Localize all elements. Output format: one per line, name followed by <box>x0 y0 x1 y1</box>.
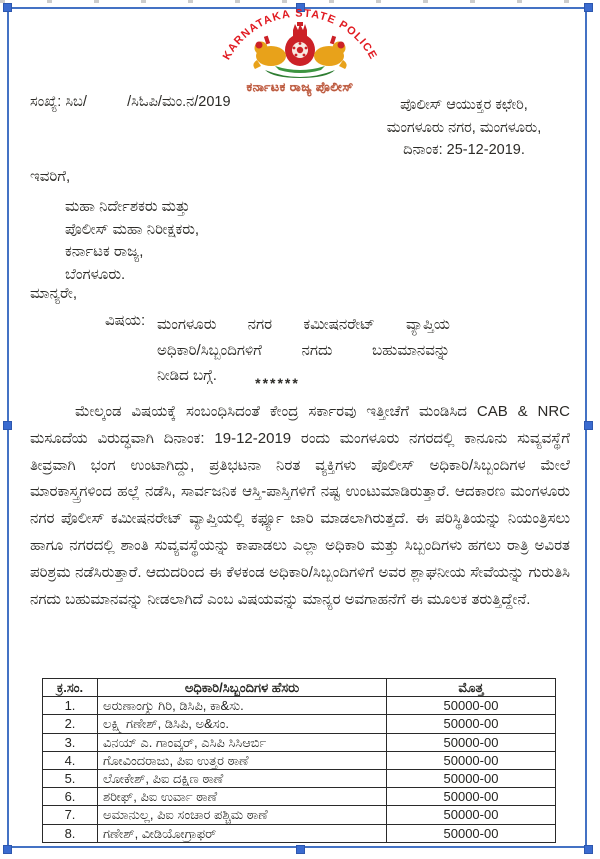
gandaberunda-crest-icon <box>253 22 346 78</box>
serial-cell: 6. <box>43 788 98 806</box>
table-row <box>43 715 556 733</box>
table-header-row <box>43 679 556 697</box>
name-cell: ಗಣೇಶ್, ವೀಡಿಯೋಗ್ರಾಫರ್ <box>98 824 387 842</box>
table-row <box>43 806 556 824</box>
name-cell: ವಿನಯ್ ಎ. ಗಾಂವ್ಕರ್, ಎಸಿಪಿ ಸಿಸಿಆರ್ಬಿ <box>98 733 387 751</box>
serial-cell: 2. <box>43 715 98 733</box>
resize-handle-middle-left[interactable] <box>3 421 12 430</box>
resize-handle-bottom-center[interactable] <box>296 845 305 854</box>
name-cell: ಅಮಾನುಲ್ಲ, ಪಿಐ ಸಂಚಾರ ಪಶ್ಚಿಮ ಠಾಣೆ <box>98 806 387 824</box>
serial-cell: 3. <box>43 733 98 751</box>
amount-cell: 50000-00 <box>387 715 556 733</box>
col-header-serial: ಕ್ರ.ಸಂ. <box>43 679 98 697</box>
recipient-block <box>65 196 199 286</box>
awards-table <box>42 678 556 843</box>
resize-handle-bottom-right[interactable] <box>584 845 593 854</box>
col-header-name: ಅಧಿಕಾರಿ/ಸಿಬ್ಬಂದಿಗಳ ಹೆಸರು <box>98 679 387 697</box>
resize-handle-top-right[interactable] <box>584 3 593 12</box>
office-address-block <box>352 94 576 162</box>
recipient-line: ಮಹಾ ನಿರ್ದೇಶಕರು ಮತ್ತು <box>65 198 190 215</box>
table-row <box>43 751 556 769</box>
amount-cell: 50000-00 <box>387 697 556 715</box>
amount-cell: 50000-00 <box>387 788 556 806</box>
emblem-caption: ಕರ್ನಾಟಕ ರಾಜ್ಯ ಪೊಲೀಸ್ <box>246 80 354 94</box>
arc-title: KARNATAKA STATE POLICE <box>220 8 380 63</box>
name-cell: ಗೋವಿಂದರಾಜು, ಪಿಐ ಉತ್ತರ ಠಾಣೆ <box>98 751 387 769</box>
resize-handle-middle-right[interactable] <box>584 421 593 430</box>
amount-cell: 50000-00 <box>387 806 556 824</box>
recipient-line: ಕರ್ನಾಟಕ ರಾಜ್ಯ, <box>65 243 144 260</box>
subject-line: ಮಂಗಳೂರು ನಗರ ಕಮೀಷನರೇಟ್ ವ್ಯಾಪ್ತಿಯ <box>157 316 450 333</box>
amount-cell: 50000-00 <box>387 733 556 751</box>
amount-cell: 50000-00 <box>387 769 556 787</box>
amount-cell: 50000-00 <box>387 751 556 769</box>
karnataka-state-police-emblem-icon <box>205 8 395 80</box>
asterisk-divider: ****** <box>255 375 300 391</box>
letter-date: ದಿನಾಂಕ: 25-12-2019. <box>403 142 525 158</box>
name-cell: ಲಕ್ಷ್ಮಿ ಗಣೇಶ್, ಡಿಸಿಪಿ, ಅ&ಸಂ. <box>98 715 387 733</box>
table-row <box>43 697 556 715</box>
table-row <box>43 733 556 751</box>
office-line: ಮಂಗಳೂರು ನಗರ, ಮಂಗಳೂರು, <box>386 119 542 136</box>
reference-number: ಸಂಖ್ಯೆ: ಸಿಬ/ /ಸಿಓಪಿ/ಮಂ.ನ/2019 <box>30 94 231 110</box>
letter-body: ಮೇಲ್ಕಂಡ ವಿಷಯಕ್ಕೆ ಸಂಬಂಧಿಸಿದಂತೆ ಕೇಂದ್ರ ಸರ್ಕಾರವು ಇತ್ತೀಚೆಗೆ ಮಂಡಿಸಿದ CAB & NRC ಮಸೂದೆಯ ವಿರುದ್ಧವಾಗಿ ದಿನಾಂಕ: 19-12-2019 ರಂದು ಮಂಗಳೂರು ನಗರದಲ್ಲಿ ಕಾನೂನು ಸುವ್ಯವಸ್ಥೆಗೆ ತೀವ್ರವಾಗಿ ಭಂಗ ಉಂಟಾಗಿದ್ದು, ಪ್ರತಿಭಟನಾ ನಿರತ ವ್ಯಕ್ತಿಗಳು ಪೊಲೀಸ್ ಅಧಿಕಾರಿ/ಸಿಬ್ಬಂದಿಗಳ ಮೇಲೆ ಮಾರಕಾಸ್ತ್ರಗಳಿಂದ ಹಲ್ಲೆ ನಡೆಸಿ, ಸಾರ್ವಜನಿಕ ಆಸ್ತಿ-ಪಾಸ್ತಿಗಳಿಗೆ ನಷ್ಟ ಉಂಟುಮಾಡಿರುತ್ತಾರೆ. ಆದಕಾರಣ ಮಂಗಳೂರು ನಗರ ಪೊಲೀಸ್ ಕಮೀಷನರೇಟ್ ವ್ಯಾಪ್ತಿಯಲ್ಲಿ ಕರ್ಫ್ಯೂ ಜಾರಿ ಮಾಡಲಾಗಿರುತ್ತದೆ. ಈ ಪರಿಸ್ಥಿತಿಯನ್ನು ನಿಯಂತ್ರಿಸಲು ಹಾಗೂ ನಗರದಲ್ಲಿ ಶಾಂತಿ ಸುವ್ಯವಸ್ಥೆಯನ್ನು ಕಾಪಾಡಲು ಎಲ್ಲಾ ಅಧಿಕಾರಿ ಮತ್ತು ಸಿಬ್ಬಂದಿಗಳು ಹಗಲು ರಾತ್ರಿ ಅವಿರತ ಪರಿಶ್ರಮ ನಡೆಸಿರುತ್ತಾರೆ. ಆದುದರಿಂದ ಈ ಕೆಳಕಂಡ ಅಧಿಕಾರಿ/ಸಿಬ್ಬಂದಿಗಳಿಗೆ ಅವರ ಶ್ಲಾಘನೀಯ ಸೇವೆಯನ್ನು ಗುರುತಿಸಿ ನಗದು ಬಹುಮಾನವನ್ನು ನೀಡಲಾಗಿದೆ ಎಂಬ ವಿಷಯವನ್ನು ಮಾನ್ಯರ ಅವಗಾಹನೆಗೆ ಈ ಮೂಲಕ ತರುತ್ತಿದ್ದೇನೆ. <box>30 403 570 608</box>
resize-handle-top-left[interactable] <box>3 3 12 12</box>
amount-cell: 50000-00 <box>387 824 556 842</box>
subject-line: ಅಧಿಕಾರಿ/ಸಿಬ್ಬಂದಿಗಳಿಗೆ ನಗದು ಬಹುಮಾನವನ್ನು <box>157 341 450 359</box>
to-line: ಇವರಿಗೆ, <box>30 168 71 185</box>
name-cell: ಅರುಣಾಂಗ್ಶು ಗಿರಿ, ಡಿಸಿಪಿ, ಕಾ&ಸು. <box>98 697 387 715</box>
subject-label: ವಿಷಯ: <box>105 312 146 329</box>
serial-cell: 7. <box>43 806 98 824</box>
office-line: ಪೊಲೀಸ್ ಆಯುಕ್ತರ ಕಛೇರಿ, <box>400 97 528 113</box>
serial-cell: 5. <box>43 769 98 787</box>
col-header-amount: ಮೊತ್ತ <box>387 679 556 697</box>
table-row <box>43 769 556 787</box>
table-row <box>43 824 556 842</box>
serial-cell: 8. <box>43 824 98 842</box>
name-cell: ಲೋಕೇಶ್, ಪಿಐ ದಕ್ಷಿಣ ಠಾಣೆ <box>98 769 387 787</box>
serial-cell: 4. <box>43 751 98 769</box>
name-cell: ಶರೀಫ್, ಪಿಐ ಉರ್ವಾ ಠಾಣೆ <box>98 788 387 806</box>
recipient-line: ಪೊಲೀಸ್ ಮಹಾ ನಿರೀಕ್ಷಕರು, <box>65 220 200 238</box>
salutation: ಮಾನ್ಯರೇ, <box>30 285 77 302</box>
table-row <box>43 788 556 806</box>
subject-line: ನೀಡಿದ ಬಗ್ಗೆ. <box>157 367 217 384</box>
resize-handle-bottom-left[interactable] <box>3 845 12 854</box>
serial-cell: 1. <box>43 697 98 715</box>
recipient-line: ಬೆಂಗಳೂರು. <box>65 265 126 283</box>
police-emblem <box>205 8 395 95</box>
